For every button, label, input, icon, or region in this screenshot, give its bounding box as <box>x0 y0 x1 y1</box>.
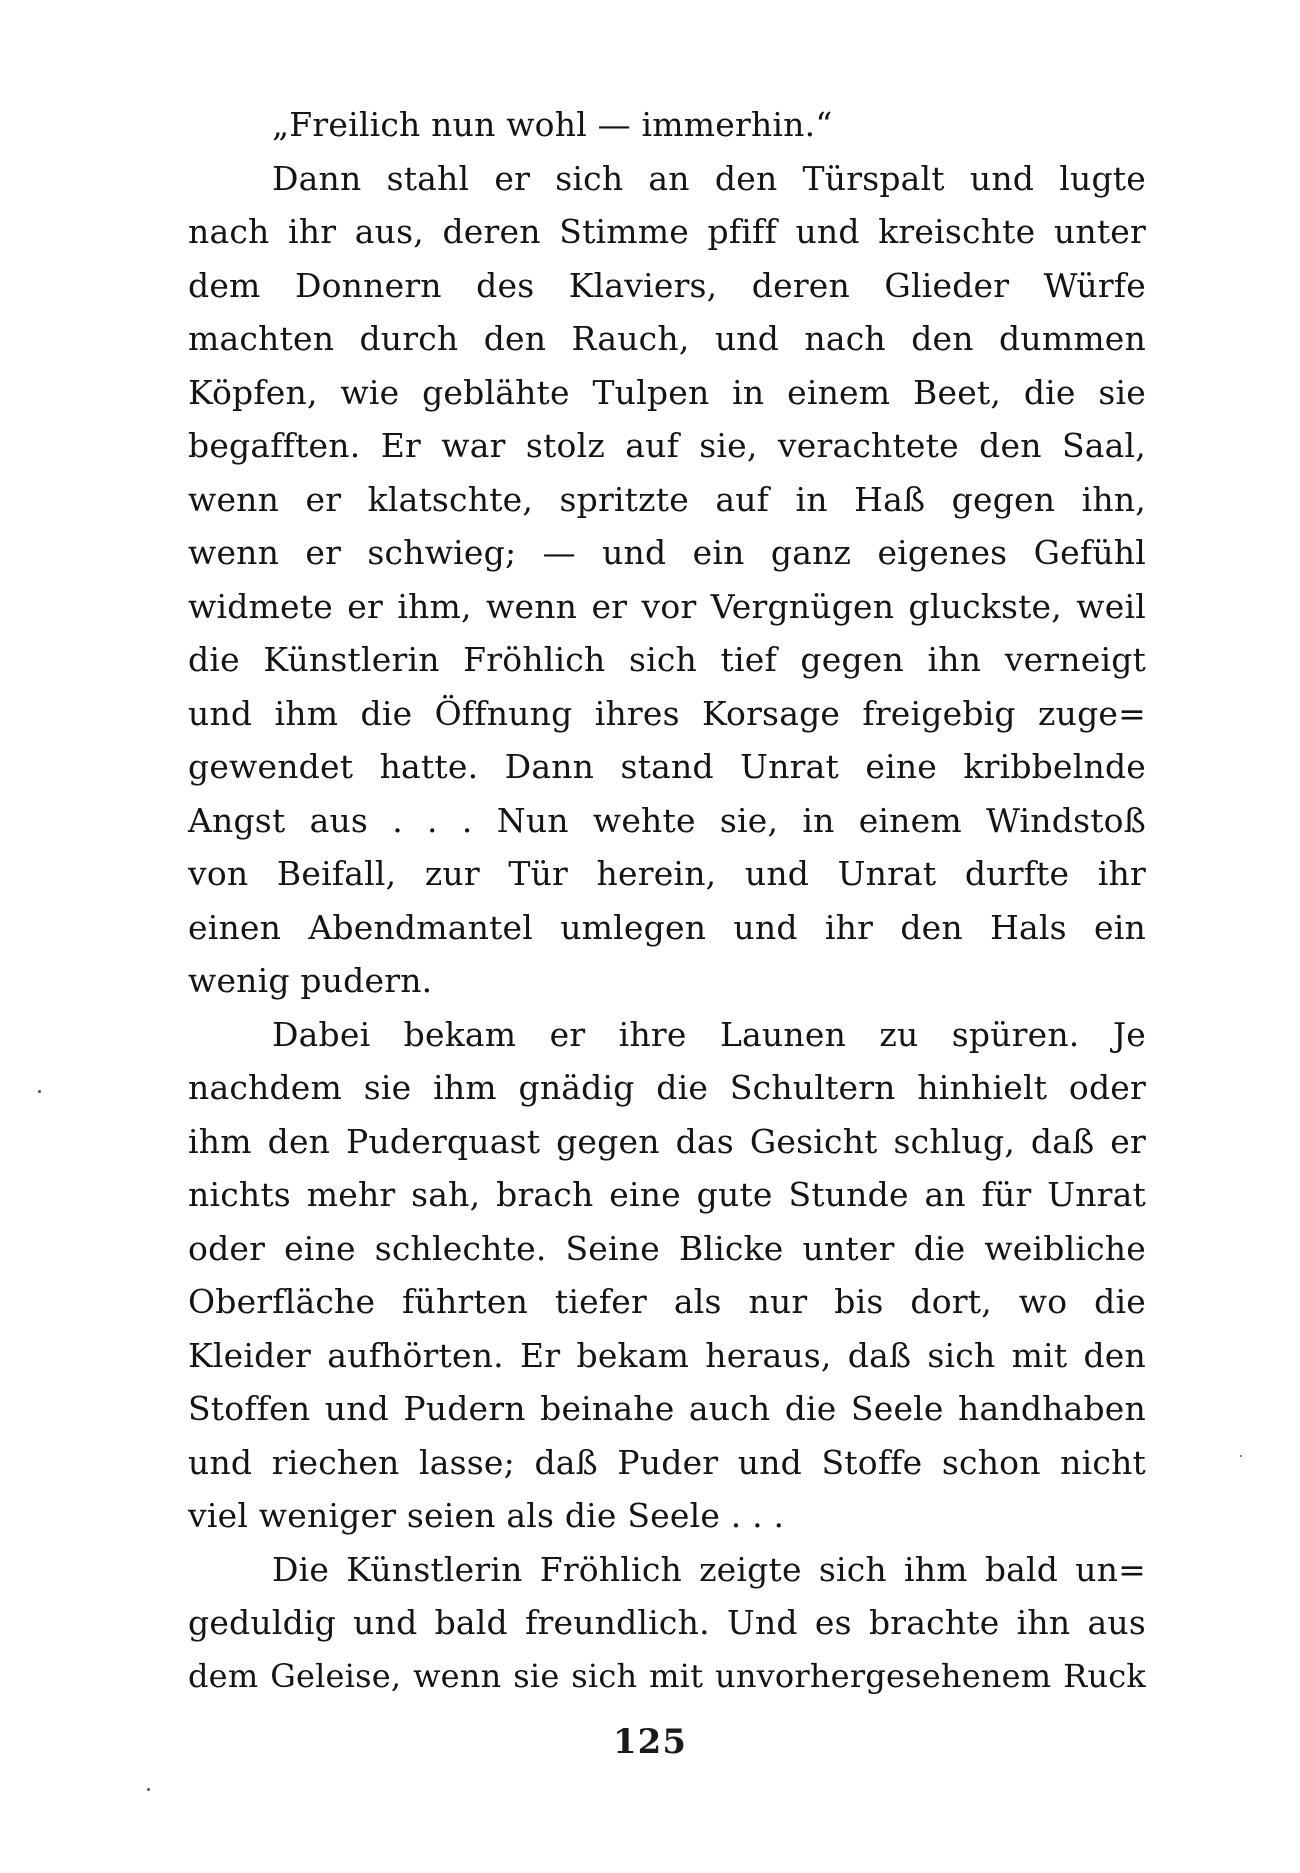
text-line: Stoffen und Pudern beinahe auch die Seele handhaben <box>188 1389 1146 1428</box>
text-line: Kleider aufhörten. Er bekam heraus, daß sich mit den <box>188 1335 1146 1375</box>
text-line: wenig pudern. <box>188 961 433 1000</box>
text-line: die Künstlerin Fröhlich sich tief gegen ihn verneigt <box>188 640 1146 679</box>
page-number: 125 <box>613 1722 687 1762</box>
text-line: gewendet hatte. Dann stand Unrat eine kribbelnde <box>188 747 1146 786</box>
text-line: Dann stahl er sich an den Türspalt und lugte <box>272 158 1146 198</box>
text-line: und riechen lasse; daß Puder und Stoffe schon nicht <box>188 1442 1146 1482</box>
text-line: oder eine schlechte. Seine Blicke unter die weibliche <box>188 1228 1146 1268</box>
text-line: „Freilich nun wohl — immerhin.“ <box>272 105 833 144</box>
text-line: nichts mehr sah, brach eine gute Stunde an für Unrat <box>188 1175 1146 1214</box>
text-line: begafften. Er war stolz auf sie, verachtete den Saal, <box>188 426 1146 465</box>
text-line: viel weniger seien als die Seele . . . <box>188 1496 785 1535</box>
text-line: wenn er schwieg; — und ein ganz eigenes Gefühl <box>188 533 1146 572</box>
text-line: geduldig und bald freundlich. Und es brachte ihn aus <box>188 1603 1146 1642</box>
text-line: Angst aus . . . Nun wehte sie, in einem Windstoß <box>188 800 1146 840</box>
text-line: und ihm die Öffnung ihres Korsage freigebig zuge= <box>188 693 1146 733</box>
text-line: wenn er klatschte, spritzte auf in Haß gegen ihn, <box>188 479 1146 519</box>
text-line: nach ihr aus, deren Stimme pfiff und kreischte unter <box>188 212 1146 251</box>
text-line: widmete er ihm, wenn er vor Vergnügen gluckste, weil <box>188 586 1146 626</box>
text-line: ihm den Puderquast gegen das Gesicht schlug, daß er <box>188 1121 1146 1161</box>
text-line: dem Geleise, wenn sie sich mit unvorhergesehenem Ruck <box>188 1656 1146 1695</box>
text-line: nachdem sie ihm gnädig die Schultern hinhielt oder <box>188 1068 1146 1107</box>
text-line: von Beifall, zur Tür herein, und Unrat durfte ihr <box>188 854 1146 893</box>
text-line: einen Abendmantel umlegen und ihr den Hals ein <box>188 907 1146 947</box>
text-line: Dabei bekam er ihre Launen zu spüren. Je <box>272 1014 1146 1054</box>
paper-speck <box>147 1788 150 1791</box>
paper-speck <box>38 1090 41 1093</box>
text-line: dem Donnern des Klaviers, deren Glieder Würfe <box>188 265 1146 305</box>
text-line: Köpfen, wie geblähte Tulpen in einem Beet, die sie <box>188 372 1146 412</box>
body-text <box>188 98 1146 1703</box>
paper-speck <box>1240 1455 1242 1457</box>
text-line: machten durch den Rauch, und nach den dummen <box>188 319 1146 358</box>
text-line: Oberfläche führten tiefer als nur bis dort, wo die <box>188 1282 1146 1321</box>
text-line: Die Künstlerin Fröhlich zeigte sich ihm bald un= <box>272 1549 1146 1589</box>
